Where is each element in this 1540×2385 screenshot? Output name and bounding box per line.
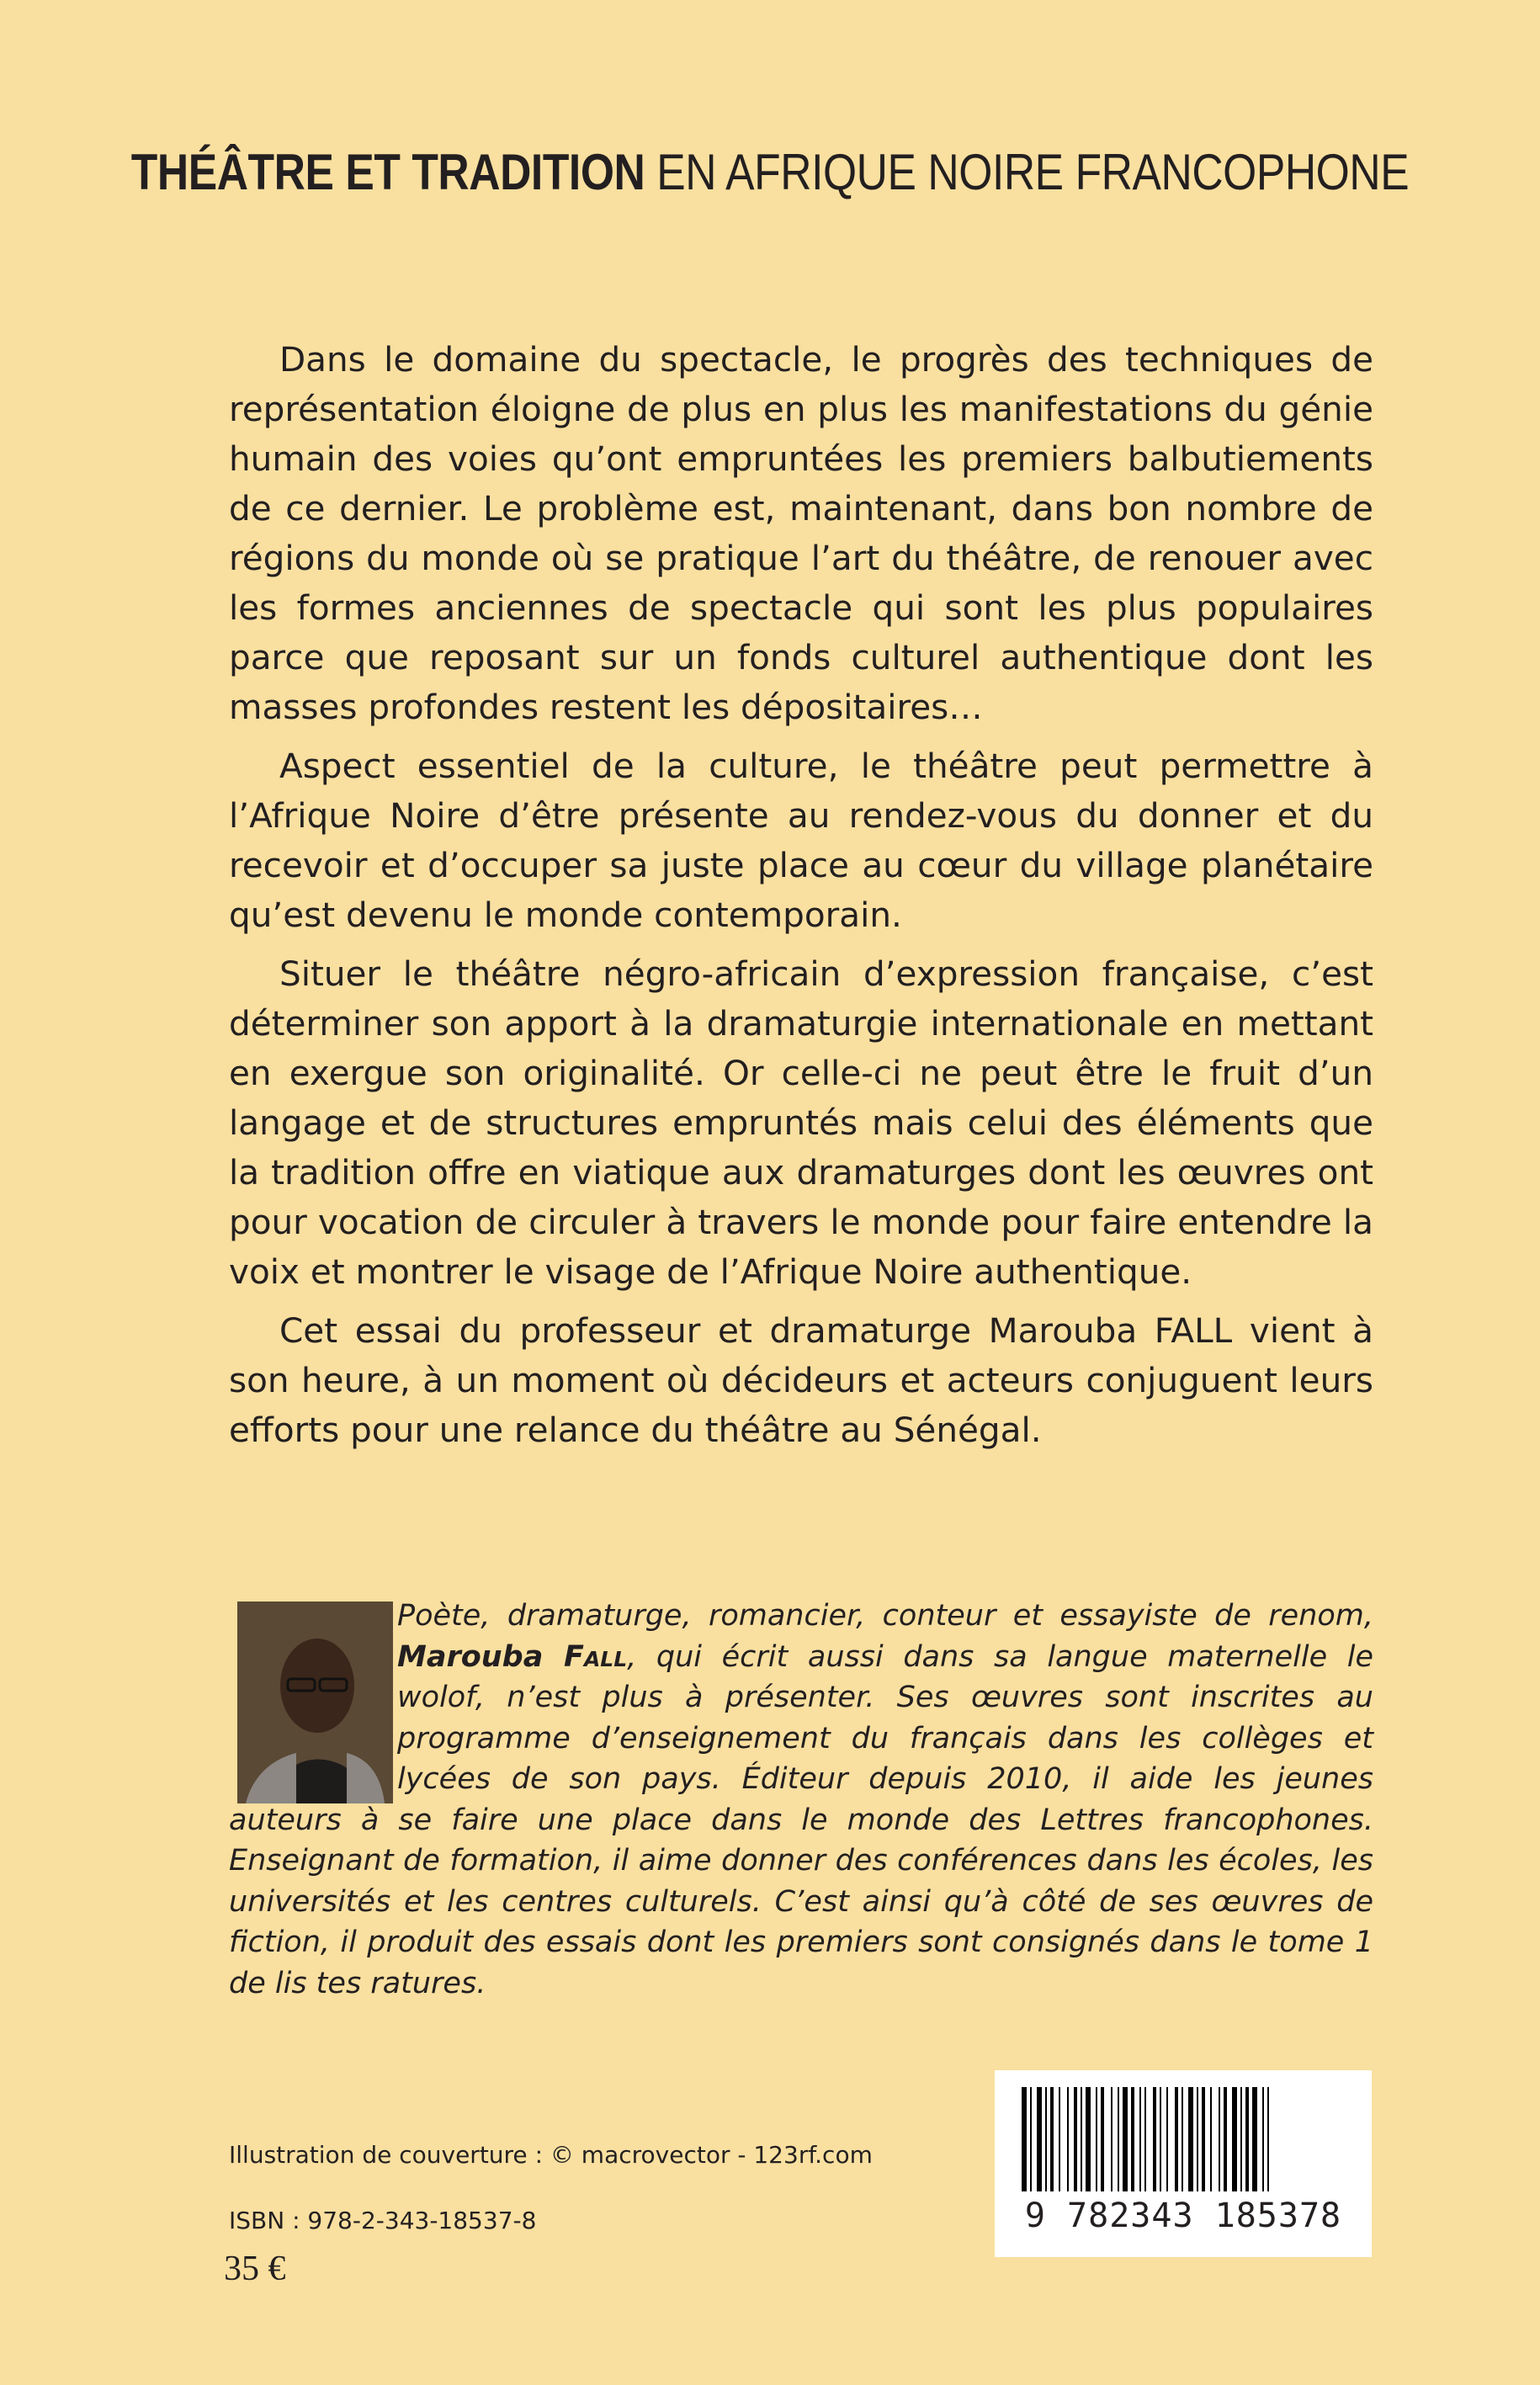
barcode-bar: [1224, 2087, 1227, 2191]
barcode-bar: [1219, 2087, 1220, 2191]
barcode-bar: [1111, 2087, 1113, 2191]
bio-rest: , qui écrit aussi dans sa langue maternelle le wolof, n’est plus à présenter. Ses œuvres sont inscrites au programme d’enseignement du français dans les collèges et lycées de son pays. Éditeur depuis 2010, il aide les jeunes auteurs à se faire une place dans le monde des Lettres francophones. Enseignant de formation, il aime donner des conférences dans les écoles, les universités et les centres culturels. C’est ainsi qu’à côté de ses œuvres de fiction, il produit des essais dont les premiers sont consignés dans le tome 1 de lis tes ratures.: [229, 1639, 1373, 2000]
cover-credit: Illustration de couverture : © macrovector - 123rf.com: [229, 2141, 873, 2169]
barcode-bar: [1267, 2087, 1269, 2191]
barcode-bar: [1037, 2087, 1042, 2191]
blurb-paragraph-4: Cet essai du professeur et dramaturge Marouba FALL vient à son heure, à un moment où décideurs et acteurs conjuguent leurs efforts pour une relance du théâtre au Sénégal.: [229, 1310, 1373, 1450]
cover-title: [108, 143, 1432, 201]
barcode-bar: [1188, 2087, 1193, 2191]
author-photo: [237, 1602, 393, 1803]
author-portrait-icon: [237, 1602, 393, 1803]
barcode-bar: [1123, 2087, 1128, 2191]
barcode-bar: [1252, 2087, 1257, 2191]
barcode-bar: [1232, 2087, 1237, 2191]
barcode-bar: [1210, 2087, 1212, 2191]
author-bio: [229, 1596, 1373, 2004]
barcode-bar: [1045, 2087, 1047, 2191]
author-name: [397, 1640, 627, 1674]
barcode-bar: [1182, 2087, 1183, 2191]
barcode-bar: [1240, 2087, 1242, 2191]
barcode-bar: [1059, 2087, 1060, 2191]
blurb-paragraph-1: Dans le domaine du spectacle, le progrès des techniques de représentation éloigne de plus en plus les manifestations du génie humain des voies qu’ont empruntées les premiers balbutiements de ce dernier. Le problème est, maintenant, dans bon nombre de régions du monde où se pratique l’art du théâtre, de renouer avec les formes anciennes de spectacle qui sont les plus populaires parce que reposant sur un fonds culturel authentique dont les masses profondes restent les dépositaires…: [229, 339, 1373, 727]
title-light: EN AFRIQUE NOIRE FRANCOPHONE: [656, 144, 1410, 200]
barcode-bar: [1086, 2087, 1091, 2191]
barcode-bar: [1160, 2087, 1161, 2191]
barcode-bar: [1245, 2087, 1249, 2191]
barcode-bar: [1153, 2087, 1156, 2191]
blurb: [229, 335, 1373, 1464]
barcode: [995, 2070, 1372, 2257]
bio-intro: Poète, dramaturge, romancier, conteur et essayiste de renom,: [397, 1599, 1373, 1633]
barcode-bar: [1197, 2087, 1198, 2191]
barcode-bar: [1096, 2087, 1097, 2191]
blurb-paragraph-2: Aspect essentiel de la culture, le théâtre peut permettre à l’Afrique Noire d’être présente au rendez-vous du donner et du recevoir et d’occuper sa juste place au cœur du village planétaire qu’est devenu le monde contemporain.: [229, 746, 1373, 935]
barcode-bar: [1101, 2087, 1104, 2191]
barcode-bar: [1175, 2087, 1178, 2191]
barcode-bar: [1202, 2087, 1205, 2191]
barcode-bar: [1166, 2087, 1168, 2191]
author-first-name: Marouba: [397, 1639, 544, 1674]
barcode-digits: 9 782343 185378: [1024, 2196, 1342, 2235]
barcode-bar: [1131, 2087, 1134, 2191]
barcode-bars: [995, 2070, 1372, 2205]
price: 35 €: [224, 2250, 286, 2288]
blurb-paragraph-3: Situer le théâtre négro-africain d’expression française, c’est déterminer son apport à la dramaturgie internationale en mettant en exergue son originalité. Or celle-ci ne peut être le fruit d’un langage et de structures empruntés mais celui des éléments que la tradition offre en viatique aux dramaturges dont les œuvres ont pour vocation de circuler à travers le monde pour faire entendre la voix et montrer le visage de l’Afrique Noire authentique.: [229, 953, 1373, 1292]
isbn: ISBN : 978-2-343-18537-8: [229, 2207, 537, 2234]
author-last-name: Fall: [564, 1639, 628, 1674]
barcode-bar: [1067, 2087, 1069, 2191]
barcode-bar: [1139, 2087, 1141, 2191]
barcode-bar: [1118, 2087, 1119, 2191]
barcode-bar: [1050, 2087, 1054, 2191]
title-bold: THÉÂTRE ET TRADITION: [130, 144, 645, 200]
barcode-bar: [1030, 2087, 1032, 2191]
barcode-bar: [1022, 2087, 1027, 2191]
barcode-bar: [1144, 2087, 1146, 2191]
barcode-bar: [1262, 2087, 1264, 2191]
barcode-bar: [1074, 2087, 1077, 2191]
barcode-bar: [1081, 2087, 1082, 2191]
